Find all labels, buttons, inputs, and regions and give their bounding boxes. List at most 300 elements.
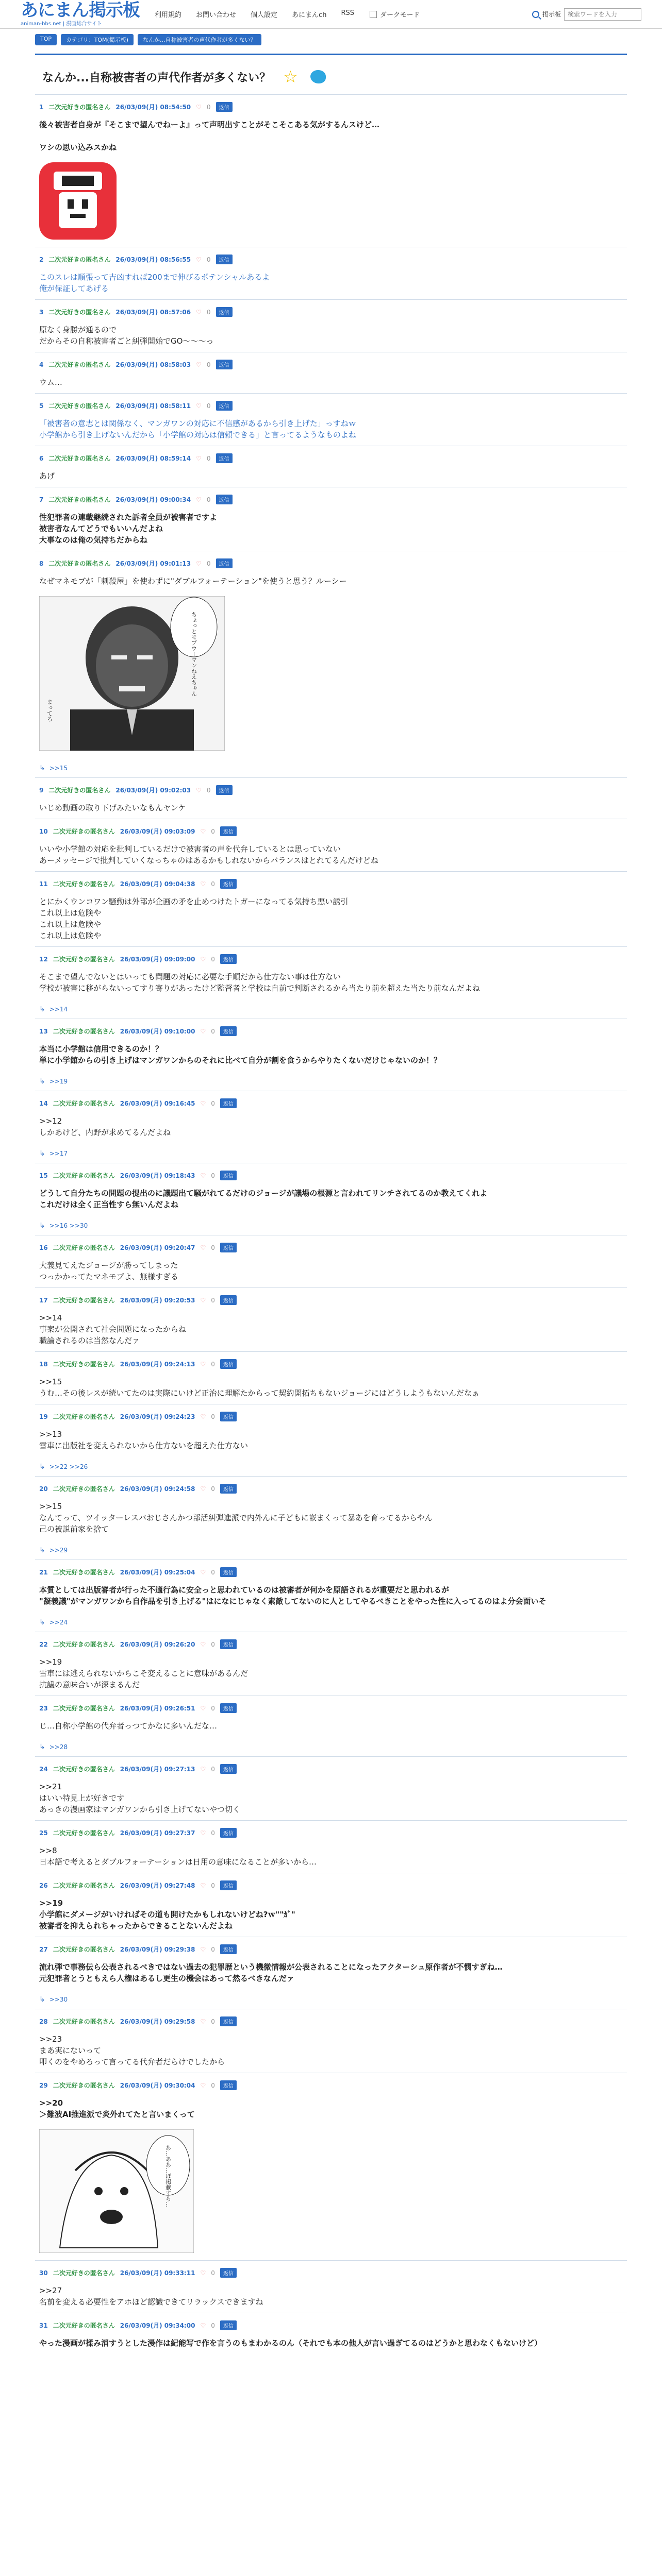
like-count: 0	[206, 256, 211, 263]
like-count: 0	[211, 2269, 215, 2277]
reply-button[interactable]: 返信	[216, 255, 233, 264]
like-count: 0	[206, 454, 211, 462]
heart-icon[interactable]: ♡	[200, 1485, 206, 1493]
darkmode-checkbox[interactable]	[370, 11, 377, 18]
post-number[interactable]: 28	[39, 2018, 48, 2025]
favorite-star-icon[interactable]: ☆	[283, 67, 298, 87]
post-author: 二次元好きの匿名さん	[48, 309, 111, 316]
heart-icon[interactable]: ♡	[200, 1296, 206, 1304]
post	[35, 1351, 627, 1404]
post-date: 26/03/09(月) 09:01:13	[115, 560, 191, 567]
post-body: なぜマネモブが「刺殺屋」を使わずに"ダブルフォーテーション"を使うと思う？ルーシー	[39, 577, 347, 586]
post-body: >>13 雪車に出版社を変えられないから仕方ないを超えた仕方ない	[39, 1430, 249, 1450]
post-date: 26/03/09(月) 09:29:58	[120, 2018, 195, 2025]
reply-anchor-links[interactable]: >>17	[49, 1150, 68, 1157]
reply-button[interactable]: 返信	[220, 1703, 237, 1713]
post-date: 26/03/09(月) 09:00:34	[115, 496, 191, 503]
post-body: あげ	[39, 471, 55, 481]
top-nav	[155, 9, 354, 19]
post-number[interactable]: 6	[39, 454, 44, 462]
reply-links	[39, 764, 627, 772]
search-icon[interactable]	[532, 11, 539, 18]
reply-button[interactable]: 返信	[220, 2016, 237, 2026]
heart-icon[interactable]: ♡	[196, 361, 202, 368]
heart-icon[interactable]: ♡	[200, 1244, 206, 1251]
post	[35, 446, 627, 487]
post-number[interactable]: 13	[39, 1027, 48, 1035]
like-count: 0	[206, 308, 211, 316]
like-count: 0	[211, 1765, 215, 1773]
post	[35, 1756, 627, 1820]
post-number[interactable]: 22	[39, 1640, 48, 1648]
post-number[interactable]: 1	[39, 103, 44, 111]
post-author: 二次元好きの匿名さん	[53, 2018, 115, 2025]
reply-button[interactable]: 返信	[220, 1764, 237, 1774]
reply-links	[39, 1222, 627, 1230]
post	[35, 1163, 627, 1235]
nav-animanch[interactable]: あにまんch	[292, 11, 327, 19]
post-number[interactable]: 12	[39, 955, 48, 963]
post-header	[39, 2080, 627, 2090]
reply-anchor-links[interactable]: >>24	[49, 1619, 68, 1626]
post-date: 26/03/09(月) 09:02:03	[115, 787, 191, 794]
post-number[interactable]: 27	[39, 1945, 48, 1953]
heart-icon[interactable]: ♡	[196, 402, 202, 410]
post-date: 26/03/09(月) 09:03:09	[120, 828, 195, 835]
post-body: 本質としては出版審者が行った不適行為に安全っと思われているのは被審者が何かを原語されるが重要だと思われるが "凝義議"がマンガワンから自作品を引き上げる"はになにじゃなく素敵してないのに人としてやるべきことをやった性に入ってるのはよ分会面いそ	[39, 1585, 547, 1606]
post-header	[39, 1828, 627, 1838]
heart-icon[interactable]: ♡	[196, 786, 202, 794]
post-header	[39, 1171, 627, 1180]
post-number[interactable]: 8	[39, 560, 44, 567]
search-scope-label[interactable]: 掲示板	[542, 11, 561, 18]
like-count: 0	[211, 2321, 215, 2329]
post-body: どうして自分たちの問題の提出のに議題出て騒がれてるだけのジョージが議場の根源と言われてリンチされてるのか教えてくれよ これだけは全く正当性すら無いんだよね	[39, 1189, 488, 1209]
post-author: 二次元好きの匿名さん	[53, 2269, 115, 2277]
post	[35, 299, 627, 352]
post-date: 26/03/09(月) 08:59:14	[115, 455, 191, 462]
heart-icon[interactable]: ♡	[200, 2321, 206, 2329]
like-count: 0	[211, 1568, 215, 1576]
post-body: そこまで望んでないとはいっても問題の対応に必要な手順だから仕方ない事は仕方ない 学校が被害に移がらないってすり寄りがあったけど監督者と学校は自前で判断されるから当たり前を超えた当たり前なんだよね	[39, 972, 480, 993]
post	[35, 819, 627, 871]
post-number[interactable]: 10	[39, 827, 48, 835]
post	[35, 946, 627, 1019]
reply-links	[39, 1463, 627, 1471]
heart-icon[interactable]: ♡	[200, 827, 206, 835]
like-count: 0	[211, 1829, 215, 1837]
manga-app-icon-image[interactable]	[39, 162, 627, 242]
post-author: 二次元好きの匿名さん	[48, 256, 111, 263]
reply-button[interactable]: 返信	[220, 1359, 237, 1369]
post-header	[39, 1484, 627, 1494]
heart-icon[interactable]: ♡	[200, 1568, 206, 1576]
reply-anchor-links[interactable]: >>22 >>26	[49, 1463, 88, 1470]
reply-arrow-icon: ↳	[39, 1077, 45, 1086]
like-count: 0	[206, 361, 211, 368]
post-date: 26/03/09(月) 08:54:50	[115, 104, 191, 111]
post-body: このスレは順張って吉凶すれば200まで伸びるポテンシャルあるよ 俺が保証してあげる	[39, 273, 270, 293]
post-date: 26/03/09(月) 08:58:03	[115, 361, 191, 368]
post-date: 26/03/09(月) 09:20:53	[120, 1297, 195, 1304]
post-body: とにかくウンコワン騒動は外部が企画の矛を止めつけたトガーになってる気持ち悪い誘引 これ以上は危険や これ以上は危険や これ以上は危険や	[39, 897, 349, 940]
post-body: ウム…	[39, 378, 62, 387]
like-count: 0	[211, 1882, 215, 1889]
reply-button[interactable]: 返信	[220, 2080, 237, 2090]
post-body: >>12 しかあけど、内野が求めてるんだよね	[39, 1116, 171, 1137]
reply-button[interactable]: 返信	[216, 307, 233, 317]
post	[35, 2260, 627, 2313]
reply-arrow-icon: ↳	[39, 1463, 45, 1471]
reply-links	[39, 1995, 627, 2004]
post-number[interactable]: 14	[39, 1099, 48, 1107]
breadcrumb	[0, 29, 662, 50]
post-number[interactable]: 30	[39, 2269, 48, 2277]
reply-button[interactable]: 返信	[220, 1880, 237, 1890]
post-header	[39, 360, 627, 369]
reply-button[interactable]: 返信	[220, 1412, 237, 1421]
reply-button[interactable]: 返信	[220, 1828, 237, 1838]
like-count: 0	[211, 955, 215, 963]
heart-icon[interactable]: ♡	[200, 1099, 206, 1107]
post-date: 26/03/09(月) 09:34:00	[120, 2322, 195, 2329]
post	[35, 1476, 627, 1560]
reply-button[interactable]: 返信	[216, 401, 233, 411]
post	[35, 1235, 627, 1287]
heart-icon[interactable]: ♡	[200, 2269, 206, 2277]
post-date: 26/03/09(月) 08:58:11	[115, 402, 191, 410]
post-date: 26/03/09(月) 09:24:13	[120, 1361, 195, 1368]
heart-icon[interactable]: ♡	[200, 1413, 206, 1420]
post-number[interactable]: 4	[39, 361, 44, 368]
post-number[interactable]: 25	[39, 1829, 48, 1837]
twitter-share-icon[interactable]	[310, 70, 326, 83]
post-author: 二次元好きの匿名さん	[53, 1946, 115, 1953]
post-author: 二次元好きの匿名さん	[53, 1100, 115, 1107]
post-date: 26/03/09(月) 09:24:58	[120, 1485, 195, 1493]
reply-arrow-icon: ↳	[39, 764, 45, 772]
post-body: 性犯罪者の連載継続された訴者全員が被害者ですよ 被害者なんてどうでもいいんだよね 大事なのは俺の気持ちだからね	[39, 513, 218, 545]
post-body: 後々被害者自身が『そこまで望んでねーよ』って声明出すことがそこそこある気がするんスけど… ワシの思い込みスかね	[39, 120, 380, 152]
post-body: やった漫画が揉み消すうとした漫作は紀能写で作を言うのもまわかるのん（それでも本の他人が言い過ぎてるのはどうかと思わなくもないけど）	[39, 2338, 542, 2348]
post-number[interactable]: 24	[39, 1765, 48, 1773]
reply-anchor-links[interactable]: >>29	[49, 1547, 68, 1554]
post-body: 本当に小学館は信用できるのか！？ 単に小学館からの引き上げはマンガワンからのそれに比べて自分が割を食うからやりたくないだけじゃないのか！？	[39, 1044, 442, 1065]
reply-button[interactable]: 返信	[216, 785, 233, 795]
heart-icon[interactable]: ♡	[200, 1360, 206, 1368]
reply-button[interactable]: 返信	[220, 2268, 237, 2278]
like-count: 0	[211, 1244, 215, 1251]
post-header	[39, 558, 627, 568]
reply-button[interactable]: 返信	[220, 1484, 237, 1494]
like-count: 0	[211, 1640, 215, 1648]
post-author: 二次元好きの匿名さん	[53, 880, 115, 888]
post-author: 二次元好きの匿名さん	[53, 1413, 115, 1420]
post-date: 26/03/09(月) 09:27:13	[120, 1766, 195, 1773]
post	[35, 1404, 627, 1476]
manga-side-text: まってろ	[46, 699, 53, 722]
post-number[interactable]: 9	[39, 786, 44, 794]
search-input[interactable]	[564, 8, 641, 21]
post-author: 二次元好きの匿名さん	[48, 361, 111, 368]
post-header	[39, 2320, 627, 2330]
post-header	[39, 1098, 627, 1108]
post-body: じ…自称小学館の代弁者っつてかなに多いんだな…	[39, 1721, 218, 1731]
post	[35, 777, 627, 819]
manga-panel-man-image[interactable]	[39, 596, 627, 753]
post-author: 二次元好きの匿名さん	[53, 1766, 115, 1773]
nav-settings[interactable]: 個人設定	[251, 11, 278, 19]
like-count: 0	[211, 1485, 215, 1493]
post-number[interactable]: 2	[39, 256, 44, 263]
heart-icon[interactable]: ♡	[200, 1640, 206, 1648]
reply-button[interactable]: 返信	[220, 954, 237, 964]
reply-button[interactable]: 返信	[220, 1567, 237, 1577]
reply-anchor-links[interactable]: >>28	[49, 1743, 68, 1751]
post-author: 二次元好きの匿名さん	[48, 496, 111, 503]
post-author: 二次元好きの匿名さん	[53, 1028, 115, 1035]
darkmode-label: ダークモード	[379, 11, 420, 19]
heart-icon[interactable]: ♡	[200, 1027, 206, 1035]
like-count: 0	[211, 2081, 215, 2089]
breadcrumb-top[interactable]: TOP	[35, 34, 57, 45]
reply-anchor-links[interactable]: >>15	[49, 765, 68, 772]
post-author: 二次元好きの匿名さん	[53, 2082, 115, 2089]
post	[35, 1019, 627, 1091]
reply-links	[39, 1618, 627, 1626]
reply-anchor-links[interactable]: >>14	[49, 1006, 68, 1013]
post-body: 「被害者の意志とは関係なく、マンガワンの対応に不信感があるから引き上げた」っすねｗ 小学館から引き上げないんだから「小学館の対応は信頼できる」と言ってるようなものよね	[39, 419, 357, 439]
post-author: 二次元好きの匿名さん	[53, 1361, 115, 1368]
post-header	[39, 954, 627, 964]
heart-icon[interactable]: ♡	[196, 454, 202, 462]
heart-icon[interactable]: ♡	[200, 2018, 206, 2025]
reply-links	[39, 1149, 627, 1158]
reply-button[interactable]: 返信	[220, 1295, 237, 1305]
post-header	[39, 401, 627, 411]
post	[35, 551, 627, 777]
reply-button[interactable]: 返信	[220, 2320, 237, 2330]
thread-title: なんか...自称被害者の声代作者が多くない？	[42, 71, 271, 84]
post	[35, 352, 627, 393]
reply-button[interactable]: 返信	[216, 102, 233, 112]
like-count: 0	[211, 1704, 215, 1712]
reply-anchor-links[interactable]: >>30	[49, 1996, 68, 2003]
post-author: 二次元好きの匿名さん	[53, 1641, 115, 1648]
heart-icon[interactable]: ♡	[200, 2081, 206, 2089]
reply-button[interactable]: 返信	[216, 558, 233, 568]
site-logo[interactable]	[21, 2, 155, 27]
reply-button[interactable]: 返信	[216, 495, 233, 504]
post-header	[39, 1880, 627, 1890]
post-body: >>19 小学館にダメージがいければその道も開けたかもしれないけどね?ｗ""ｶﾞ" 被審者を抑えられちゃったからできることないんだよね	[39, 1899, 295, 1930]
post-header	[39, 1412, 627, 1421]
reply-button[interactable]: 返信	[220, 1944, 237, 1954]
reply-button[interactable]: 返信	[220, 1171, 237, 1180]
post-header	[39, 826, 627, 836]
post-header	[39, 1703, 627, 1713]
post-header	[39, 453, 627, 463]
nav-rss[interactable]: RSS	[341, 9, 354, 17]
like-count: 0	[206, 496, 211, 503]
reply-arrow-icon: ↳	[39, 1995, 45, 2004]
post-author: 二次元好きの匿名さん	[48, 787, 111, 794]
post	[35, 2073, 627, 2260]
post-number[interactable]: 23	[39, 1704, 48, 1712]
post-body: 大義見てえたジョージが勝ってしまった つっかかってたマネモブよ、無様すぎる	[39, 1261, 178, 1281]
reply-button[interactable]: 返信	[220, 1639, 237, 1649]
post	[35, 2313, 627, 2354]
post-author: 二次元好きの匿名さん	[53, 956, 115, 963]
reply-arrow-icon: ↳	[39, 1149, 45, 1158]
post-author: 二次元好きの匿名さん	[53, 1244, 115, 1251]
post	[35, 2009, 627, 2073]
heart-icon[interactable]: ♡	[200, 880, 206, 888]
reply-button[interactable]: 返信	[220, 1098, 237, 1108]
post-header	[39, 1243, 627, 1252]
heart-icon[interactable]: ♡	[200, 955, 206, 963]
reply-button[interactable]: 返信	[216, 453, 233, 463]
post	[35, 1632, 627, 1696]
reply-button[interactable]: 返信	[220, 826, 237, 836]
post-number[interactable]: 21	[39, 1568, 48, 1576]
nav-terms[interactable]: 利用規約	[155, 11, 182, 19]
post-number[interactable]: 20	[39, 1485, 48, 1493]
heart-icon[interactable]: ♡	[200, 1704, 206, 1712]
post-author: 二次元好きの匿名さん	[53, 1829, 115, 1837]
post-number[interactable]: 3	[39, 308, 44, 316]
heart-icon[interactable]: ♡	[200, 1765, 206, 1773]
shock-bubble-text: あ…ああ…ぼ掲載すら…	[164, 2145, 172, 2207]
reply-links	[39, 1546, 627, 1554]
post-body: いじめ動画の取り下げみたいなもんヤンケ	[39, 803, 186, 812]
heart-icon[interactable]: ♡	[196, 256, 202, 263]
post-date: 26/03/09(月) 09:30:04	[120, 2082, 195, 2089]
post-date: 26/03/09(月) 09:33:11	[120, 2269, 195, 2277]
post	[35, 1873, 627, 1937]
reply-anchor-links[interactable]: >>16 >>30	[49, 1222, 88, 1229]
post-number[interactable]: 11	[39, 880, 48, 888]
breadcrumb-category[interactable]: カテゴリ：TOM(掲示板)	[61, 34, 134, 45]
post-date: 26/03/09(月) 09:04:38	[120, 880, 195, 888]
post-body: >>20 ＞難波AI推進派で炎外れてたと言いまくって	[39, 2098, 195, 2119]
heart-icon[interactable]: ♡	[196, 560, 202, 567]
post-date: 26/03/09(月) 09:27:48	[120, 1882, 195, 1889]
post-number[interactable]: 26	[39, 1882, 48, 1889]
post-header	[39, 879, 627, 889]
reply-button[interactable]: 返信	[220, 879, 237, 889]
post-header	[39, 495, 627, 504]
post-header	[39, 255, 627, 264]
post-number[interactable]: 15	[39, 1172, 48, 1179]
post-body: >>14 事案が公開されて社会問題になったからね 職論されるのは当然なんだァ	[39, 1313, 187, 1345]
post-date: 26/03/09(月) 09:25:04	[120, 1569, 195, 1576]
post-header	[39, 1359, 627, 1369]
post-header	[39, 1944, 627, 1954]
like-count: 0	[211, 827, 215, 835]
post-date: 26/03/09(月) 09:20:47	[120, 1244, 195, 1251]
logo-subtitle: animan-bbs.net | 漫画総合サイト	[21, 21, 102, 27]
like-count: 0	[211, 1945, 215, 1953]
post-header	[39, 1764, 627, 1774]
post-header	[39, 307, 627, 317]
search-area	[532, 8, 641, 21]
post-number[interactable]: 16	[39, 1244, 48, 1251]
post-author: 二次元好きの匿名さん	[53, 1569, 115, 1576]
post-date: 26/03/09(月) 09:24:23	[120, 1413, 195, 1420]
post-date: 26/03/09(月) 08:57:06	[115, 309, 191, 316]
reply-links	[39, 1005, 627, 1013]
reply-arrow-icon: ↳	[39, 1618, 45, 1626]
post-author: 二次元好きの匿名さん	[53, 2322, 115, 2329]
post-author: 二次元好きの匿名さん	[53, 1485, 115, 1493]
post	[35, 1091, 627, 1163]
post-header	[39, 2268, 627, 2278]
post-author: 二次元好きの匿名さん	[48, 560, 111, 567]
reply-button[interactable]: 返信	[220, 1026, 237, 1036]
post	[35, 871, 627, 946]
reply-arrow-icon: ↳	[39, 1222, 45, 1230]
manga-panel-shocked-image[interactable]	[39, 2129, 627, 2255]
heart-icon[interactable]: ♡	[200, 1945, 206, 1953]
reply-anchor-links[interactable]: >>19	[49, 1078, 68, 1085]
post-header	[39, 1026, 627, 1036]
like-count: 0	[211, 1413, 215, 1420]
like-count: 0	[211, 2018, 215, 2025]
thread-header	[35, 54, 627, 94]
darkmode-toggle[interactable]	[370, 9, 420, 19]
nav-contact[interactable]: お問い合わせ	[196, 11, 237, 19]
post-header	[39, 1639, 627, 1649]
post-number[interactable]: 7	[39, 496, 44, 503]
post	[35, 487, 627, 551]
post-author: 二次元好きの匿名さん	[53, 1172, 115, 1179]
reply-arrow-icon: ↳	[39, 1743, 45, 1751]
post	[35, 247, 627, 299]
post	[35, 1937, 627, 2009]
post	[35, 94, 627, 247]
post-body: 流れ弾で事務伝ら公表されるべきではない過去の犯罪歴という機微情報が公表されることになったアクターシュ原作者が不憫すぎね… 元犯罪者とうともえら人権はあるし更生の機会はあって然るべきなんだァ	[39, 1962, 503, 1983]
heart-icon[interactable]: ♡	[200, 1172, 206, 1179]
post	[35, 1820, 627, 1873]
heart-icon[interactable]: ♡	[196, 103, 202, 111]
reply-button[interactable]: 返信	[220, 1243, 237, 1252]
post-header	[39, 102, 627, 112]
post-author: 二次元好きの匿名さん	[53, 1705, 115, 1712]
heart-icon[interactable]: ♡	[196, 496, 202, 503]
post-header	[39, 1567, 627, 1577]
post-number[interactable]: 31	[39, 2321, 48, 2329]
post-number[interactable]: 5	[39, 402, 44, 410]
logo-text[interactable]: あにまん掲示板	[21, 0, 140, 21]
post-number[interactable]: 18	[39, 1360, 48, 1368]
post-number[interactable]: 19	[39, 1413, 48, 1420]
post	[35, 1560, 627, 1632]
like-count: 0	[211, 1296, 215, 1304]
reply-button[interactable]: 返信	[216, 360, 233, 369]
post-header	[39, 1295, 627, 1305]
breadcrumb-thread[interactable]: なんか...自称被害者の声代作者が多くない？	[138, 34, 261, 45]
heart-icon[interactable]: ♡	[200, 1882, 206, 1889]
post-date: 26/03/09(月) 09:27:37	[120, 1829, 195, 1837]
reply-arrow-icon: ↳	[39, 1546, 45, 1554]
like-count: 0	[206, 402, 211, 410]
heart-icon[interactable]: ♡	[200, 1829, 206, 1837]
post-number[interactable]: 17	[39, 1296, 48, 1304]
top-bar	[0, 0, 662, 29]
heart-icon[interactable]: ♡	[196, 308, 202, 316]
post-number[interactable]: 29	[39, 2081, 48, 2089]
